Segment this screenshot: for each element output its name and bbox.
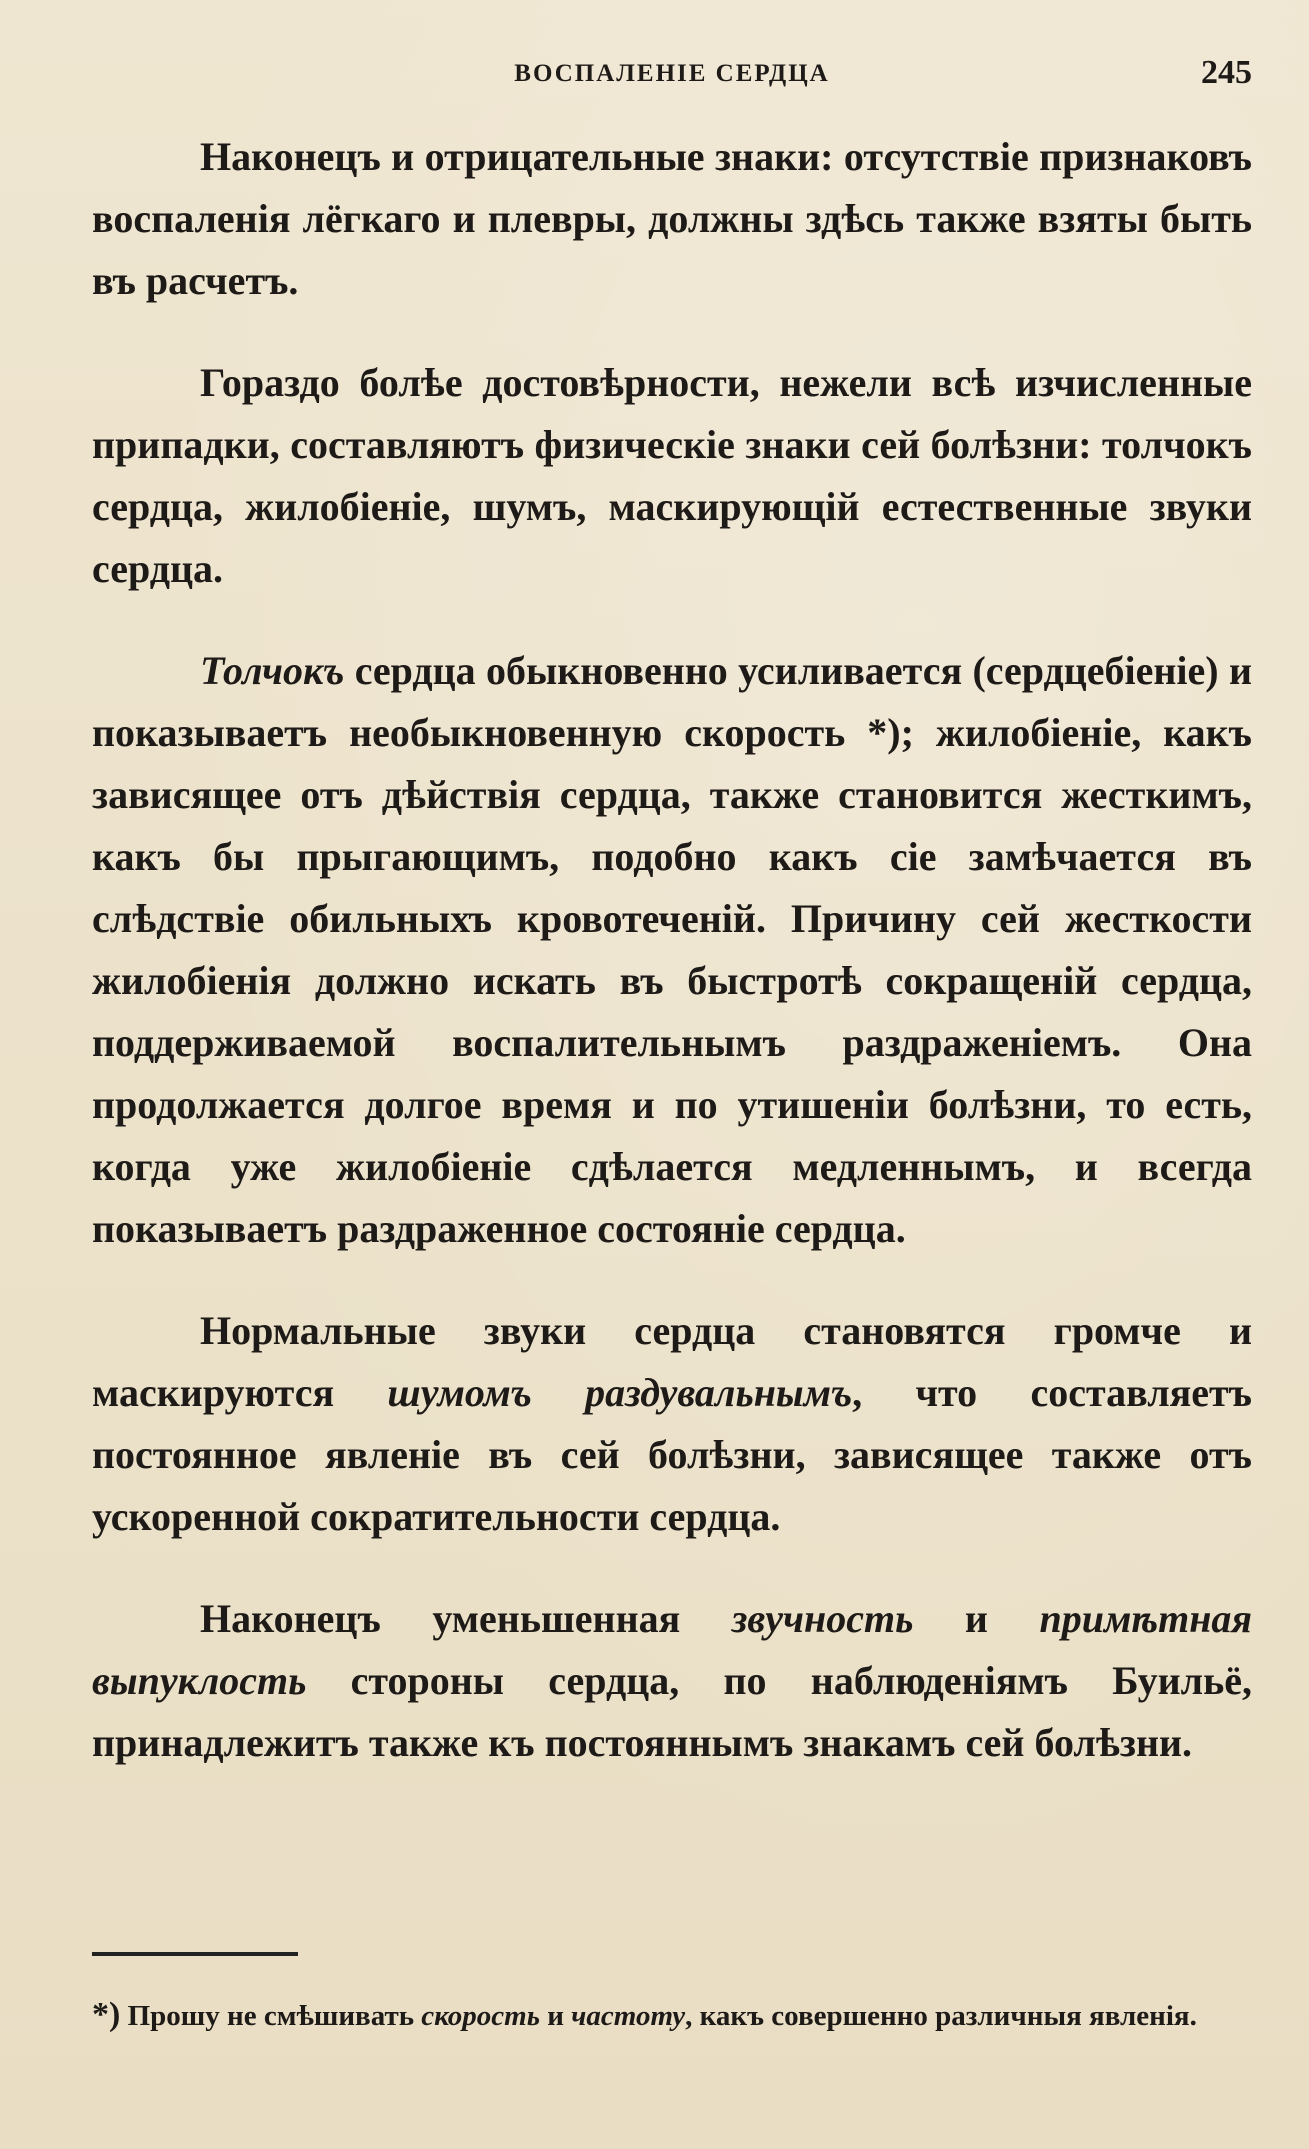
italic-text-segment: частоту [571,2000,686,2032]
text-segment: Гораздо болѣе достовѣрности, нежели всѣ изчисленные припадки, составляютъ физическіе знаки сей болѣзни: толчокъ сердца, жилобіеніе, шумъ, маскирующій естественные звуки сердца. [92,360,1252,591]
italic-text-segment: скорость [421,2000,540,2032]
text-segment: Наконецъ уменьшенная [200,1596,732,1641]
paragraph [92,1588,1252,1774]
text-segment: Нормальные звуки сердца становятся громче и маскируются [92,1308,1252,1415]
main-text [92,126,1252,1814]
text-segment: и [539,2000,572,2032]
page-number: 245 [1201,54,1252,91]
text-segment: Прошу не смѣшивать [120,2000,422,2032]
paragraph [92,352,1252,600]
italic-text-segment: звучность [731,1596,914,1641]
text-segment: , какъ совершенно различныя явленія. [685,2000,1197,2032]
footnote-marker: *) [92,1996,121,2033]
running-head: ВОСПАЛЕНІЕ СЕРДЦА [514,60,830,87]
page-header [92,54,1252,102]
text-segment: сердца обыкновенно усиливается (сердцебіеніе) и показываетъ необыкновенную скорость *); жилобіеніе, какъ зависящее отъ дѣйствія сердца, также становится жесткимъ, какъ бы прыгающимъ, подобно какъ сіе замѣчается въ слѣдствіе обильныхъ кровотеченій. Причину сей жесткости жилобіенія должно искать въ быстротѣ сокращеній сердца, поддерживаемой воспалительнымъ раздраженіемъ. Она продолжается долгое время и по утишеніи болѣзни, то есть, когда уже жилобіеніе сдѣлается медленнымъ, и всегда показываетъ раздраженное состояніе сердца. [92,648,1252,1251]
italic-text-segment: Толчокъ [200,648,345,693]
italic-text-segment: шумомъ раздувальнымъ [387,1370,853,1415]
text-segment: стороны сердца, по наблюденіямъ Буильё, принадлежитъ также къ постояннымъ знакамъ сей болѣзни. [92,1658,1252,1765]
paragraph [92,640,1252,1260]
paragraph [92,126,1252,312]
paragraph [92,1300,1252,1548]
text-segment: и [913,1596,1040,1641]
footnote [92,1988,1252,2043]
text-segment: , что составляетъ постоянное явленіе въ сей болѣзни, зависящее также отъ ускоренной сократительности сердца. [92,1370,1252,1539]
footnote-rule [92,1952,298,1956]
footnote-body [120,2000,1197,2032]
italic-text-segment: примѣтная выпуклость [92,1596,1252,1703]
text-segment: Наконецъ и отрицательные знаки: отсутствіе признаковъ воспаленія лёгкаго и плевры, должны здѣсь также взяты быть въ расчетъ. [92,134,1252,303]
